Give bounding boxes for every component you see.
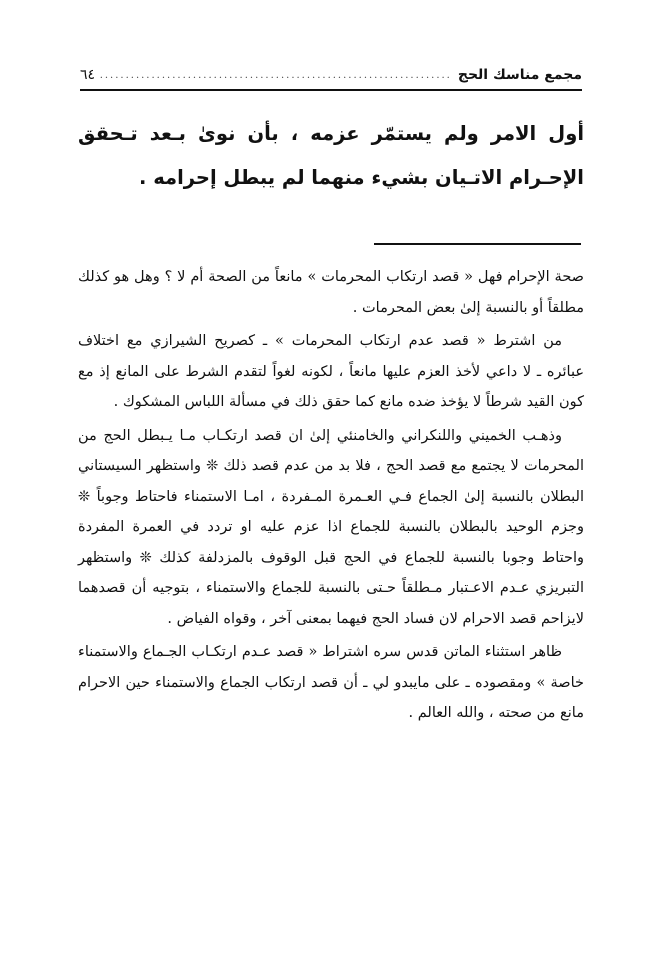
book-title: مجمع مناسك الحج (457, 67, 582, 83)
running-header (80, 62, 582, 88)
footnote-paragraph: وذهـب الخميني واللنكراني والخامنئي إلىٰ ان قصد ارتكـاب مـا يـبطل الحج من المحرمات لا يجتمع مع قصد الحج ، فلا بد من عدم قصد ذلك ❊ واستظهر السيستاني البطلان بالنسبة إلىٰ الجماع فـي العـمرة المـفردة ، امـا الاستمناء فاحتاط وجوباً ❊ وجزم الوحيد بالبطلان بالنسبة للجماع اذا عزم عليه او تردد في العمرة المفردة واحتاط وجوبا بالنسبة للجماع في الحج قبل الوقوف بالمزدلفة كذلك ❊ واستظهر التبريزي عـدم الاعـتبار مـطلقاً حـتى بالنسبة للجماع والاستمناء ، بتوجيه أن قصدهما لايزاحم قصد الاحرام لان فساد الحج فيهما بمعنى آخر ، وقواه الفياض . (78, 427, 584, 627)
footnote-paragraph: من اشترط « قصد عدم ارتكاب المحرمات » ـ كصريح الشيرازي مع اختلاف عبائره ـ لا داعي لأخذ العزم عليها مانعاً ، لكونه لغواً لتقدم الشرط على المانع إذ مع كون القيد شرطاً لا يؤخذ ضده مانع كما حقق ذلك في مسألة اللباس المشكوك . (78, 333, 584, 410)
header-leader-dots: .................................................................... (99, 69, 452, 81)
footnote-separator (374, 243, 581, 245)
footnote-paragraph: صحة الإحرام فهل « قصد ارتكاب المحرمات » مانعاً من الصحة أم لا ؟ وهل هو كذلك مطلقاً أو بالنسبة إلىٰ بعض المحرمات . (78, 269, 584, 316)
page-number: ٦٤ (80, 67, 96, 83)
main-paragraph: أول الامر ولم يستمّر عزمه ، بأن نوىٰ بـعد تـحقق الإحـرام الاتـيان بشيء منهما لم يبطل إحرامه . (78, 122, 584, 189)
header-rule (80, 89, 582, 91)
footnote-paragraph: ظاهر استثناء الماتن قدس سره اشتراط « قصد عـدم ارتكـاب الجـماع والاستمناء خاصة » ومقصوده ـ على مايبدو لي ـ أن قصد ارتكاب الجماع والاستمناء حين الاحرام مانع من صحته ، والله العالم . (78, 644, 584, 721)
main-text (78, 112, 584, 200)
footnotes (78, 262, 584, 732)
